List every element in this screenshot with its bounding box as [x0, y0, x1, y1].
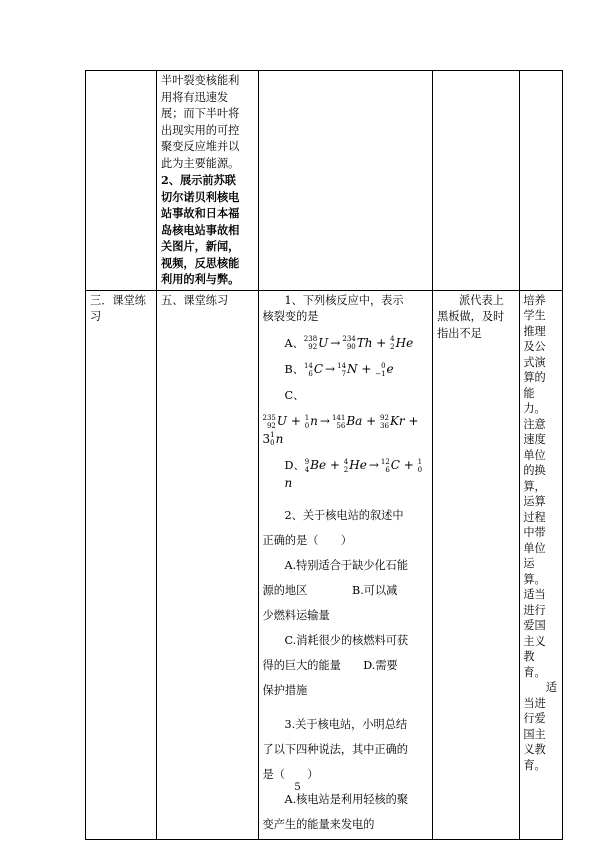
text-line: 中带 — [523, 526, 546, 539]
nuclide-numbers: 1 0 — [304, 413, 310, 430]
nuclide: 141 56 Ba — [331, 413, 363, 430]
text-line: 运算 — [523, 495, 546, 508]
text-line: 进行 — [523, 603, 546, 617]
text-line: 展；而下半叶将 — [161, 107, 240, 120]
nuclide-numbers: 1 0 — [270, 431, 275, 447]
question-1 — [263, 293, 429, 326]
page-number: 5 — [294, 782, 301, 793]
student-cell — [433, 71, 520, 291]
text-line: 单位 — [523, 541, 546, 555]
student-activity — [433, 291, 519, 345]
text-line: 过程 — [523, 510, 546, 524]
exercise-content — [259, 291, 433, 840]
option-b: B、 14 6 C → 14 7 N + 0 −1 e — [284, 361, 394, 378]
nuclide: 0 −1 e — [375, 361, 394, 378]
nuclide: 92 36 Kr — [380, 413, 405, 430]
nuclide: 234 90 Th — [342, 335, 373, 351]
text-line: 爱国 — [523, 619, 546, 632]
activity-cell — [157, 71, 258, 291]
table-row — [86, 290, 563, 840]
table-row — [86, 71, 563, 291]
text-line: 当进 — [523, 696, 546, 710]
option-c: C、 — [284, 388, 305, 402]
text-line: 此为主要能源。 — [161, 156, 240, 170]
text-line: 适 — [545, 681, 557, 694]
nuclide: 235 92 U — [262, 413, 288, 430]
nuclide-numbers: 0 −1 — [375, 361, 386, 378]
question-2-choices — [263, 553, 429, 703]
nuclide-numbers: 12 6 — [380, 457, 390, 474]
question-text: C.消耗很少的核燃料可获 — [284, 634, 409, 647]
text-line: 及公 — [523, 340, 546, 353]
student-cell — [433, 290, 520, 840]
text-line: 教 — [523, 650, 535, 663]
text-line-bold: 关图片，新闻， — [161, 239, 240, 253]
text-line: 的换 — [523, 464, 546, 477]
text-line: 学生 — [523, 309, 546, 322]
nuclide: 9 4 Be — [304, 457, 327, 474]
text-line: 算的 — [523, 371, 546, 384]
text-line: 培养 — [523, 293, 546, 307]
design-intent — [520, 291, 562, 776]
text-line: 义教 — [523, 743, 546, 756]
text-line: 单位 — [523, 448, 546, 462]
equation-a: 238 92 U → 234 90 Th + 4 2 He — [303, 335, 414, 351]
content-cell — [258, 71, 433, 291]
nuclide-numbers: 141 56 — [331, 413, 346, 430]
option-a: A、 238 92 U → 234 90 Th + 4 2 He — [284, 335, 414, 351]
nuclide-numbers: 234 90 — [342, 335, 356, 351]
text-line: 能 — [523, 386, 535, 400]
question-text: 正确的是（ ） — [262, 534, 353, 547]
text-line: 算。 — [523, 572, 546, 586]
nuclide: 12 6 C — [380, 457, 400, 474]
text-line: 三．课堂练 — [90, 293, 146, 307]
nuclide: 4 2 He — [343, 457, 367, 474]
text-line-bold: 利用的利与弊。 — [161, 272, 240, 286]
text-line: 行爱 — [523, 712, 546, 725]
question-text: 了以下四种说法，其中正确的 — [262, 743, 408, 756]
equation-b: 14 6 C → 14 7 N + 0 −1 e — [303, 361, 394, 378]
nuclide-numbers: 4 2 — [343, 457, 349, 474]
text-line: 黑板做，及时 — [437, 310, 505, 323]
question-text: 源的地区 B.可以减 — [262, 584, 398, 597]
text-line: 适当 — [523, 588, 546, 601]
text-line: 育。 — [523, 758, 546, 772]
stage-cell — [86, 71, 157, 291]
text-line: 主义 — [523, 634, 546, 648]
question-text: 变产生的能量来发电的 — [262, 818, 375, 831]
text-line: 半叶裂变核能利 — [161, 74, 240, 87]
text-line: 注意 — [523, 417, 546, 431]
nuclide-numbers: 9 4 — [304, 457, 310, 474]
option-d: D、 9 4 Be + 4 2 He → 12 6 C + 1 0 n — [284, 457, 423, 490]
question-text: 保护措施 — [262, 684, 308, 697]
stage-cell — [86, 290, 157, 840]
lesson-plan-table — [85, 70, 563, 840]
nuclide-numbers: 4 2 — [390, 335, 395, 351]
text-line-bold: 视频，反思核能 — [161, 255, 240, 270]
text-line: 力。 — [523, 402, 546, 415]
text-line: 式演 — [523, 355, 546, 369]
text-line-bold: 切尔诺贝利核电 — [161, 189, 240, 204]
question-text: 是（ ） — [262, 768, 319, 781]
text-line: 育。 — [523, 665, 546, 679]
nuclide-numbers: 238 92 — [303, 335, 318, 351]
text-line: 推理 — [523, 324, 546, 338]
stage-label — [86, 291, 156, 328]
nuclide-numbers: 235 92 — [262, 413, 276, 430]
text-line: 运 — [523, 557, 535, 570]
text-line: 聚变反应堆并以 — [161, 140, 240, 153]
content-cell — [258, 290, 433, 840]
question-text: A.核电站是利用轻核的聚 — [284, 793, 409, 806]
nuclide-numbers: 92 36 — [380, 413, 389, 430]
question-text: A.特别适合于缺少化石能 — [284, 559, 409, 572]
text-line-bold: 2、展示前苏联 — [161, 173, 236, 187]
activity-cell — [157, 290, 258, 840]
text-line: 算， — [523, 479, 546, 493]
question-text: 2、关于核电站的叙述中 — [284, 509, 404, 522]
nuclide: 4 2 He — [390, 335, 414, 351]
question-text: 得的巨大的能量 D.需要 — [262, 659, 398, 672]
text-line: 用将有迅速发 — [161, 90, 229, 104]
text-line-bold: 岛核电站事故相 — [161, 222, 240, 237]
question-text: 3.关于核电站，小明总结 — [284, 718, 408, 731]
text-line: 速度 — [523, 433, 546, 446]
nuclide-numbers: 14 6 — [303, 361, 313, 378]
text-line: 派代表上 — [459, 293, 504, 307]
nuclide: 1 0 n — [270, 431, 284, 447]
question-3 — [263, 712, 429, 837]
nuclide: 14 7 N — [337, 361, 358, 378]
nuclide-numbers: 14 7 — [337, 361, 347, 378]
question-2 — [263, 503, 429, 553]
nuclide: 1 0 n — [284, 457, 423, 490]
intent-cell — [520, 290, 563, 840]
equation-d: 9 4 Be + 4 2 He → 12 6 C + 1 0 n — [284, 457, 423, 490]
text-line: 指出不足 — [437, 326, 482, 340]
text-line-bold: 站事故和日本福 — [161, 206, 240, 220]
option-c-equation — [263, 413, 429, 448]
nuclide: 1 0 n — [304, 413, 318, 430]
text-line: 国主 — [523, 727, 546, 741]
activity-text — [157, 71, 257, 290]
question-text: 核裂变的是 — [262, 310, 319, 323]
text-line: 习 — [90, 310, 102, 323]
intent-cell — [520, 71, 563, 291]
nuclide: 238 92 U — [303, 335, 329, 351]
question-text: 少燃料运输量 — [262, 609, 330, 622]
question-text: 1、下列核反应中，表示 — [284, 293, 404, 307]
equation-c: 235 92 U + 1 0 n → 141 56 Ba + 92 36 Kr + 3 1 0 n — [262, 413, 419, 447]
activity-label: 五、课堂练习 — [161, 293, 229, 307]
nuclide-numbers: 1 0 — [417, 457, 423, 474]
text-line: 出现实用的可控 — [161, 123, 240, 137]
nuclide: 14 6 C — [303, 361, 324, 378]
